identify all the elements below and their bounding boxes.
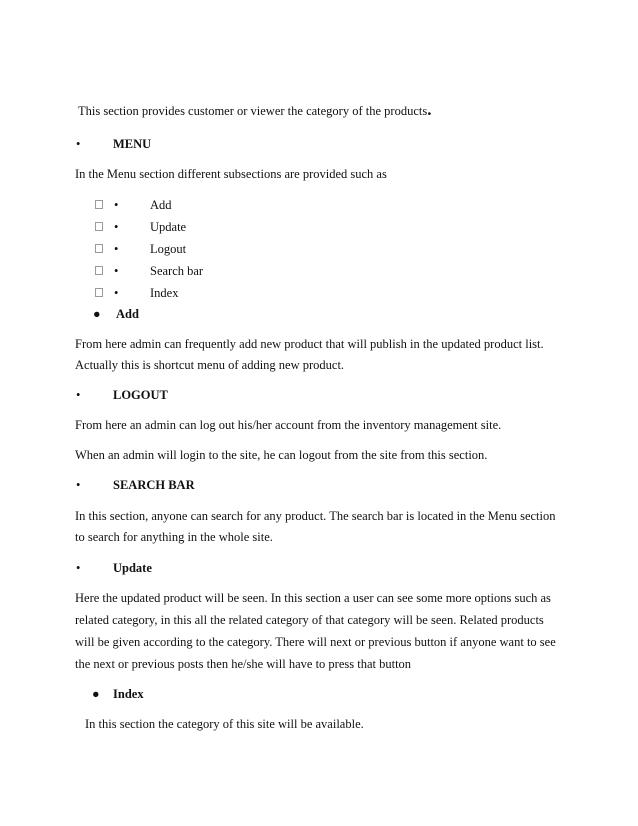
bullet-logout: • bbox=[76, 388, 81, 402]
add-line-2: Actually this is shortcut menu of adding new product. bbox=[75, 358, 345, 372]
missing-glyph-icon bbox=[95, 288, 103, 297]
update-line-1: Here the updated product will be seen. In this section a user can see some more options such as bbox=[75, 591, 551, 605]
update-line-4: the next or previous posts then he/she will have to press that button bbox=[75, 657, 412, 671]
missing-glyph-icon bbox=[95, 200, 103, 209]
bullet-add: ● bbox=[93, 307, 101, 321]
intro-text: This section provides customer or viewer the category of the products. bbox=[78, 100, 432, 119]
missing-glyph-icon bbox=[95, 222, 103, 231]
missing-glyph-icon bbox=[95, 266, 103, 275]
bullet-search-bar: • bbox=[76, 478, 81, 492]
search-line-1: In this section, anyone can search for any product. The search bar is located in the Menu section bbox=[75, 509, 556, 523]
menu-item-add: Add bbox=[150, 198, 172, 212]
update-line-2: related category, in this all the related category of that category will be seen. Related products bbox=[75, 613, 544, 627]
search-line-2: to search for anything in the whole site. bbox=[75, 530, 273, 544]
heading-index: Index bbox=[113, 687, 144, 701]
menu-item-logout: Logout bbox=[150, 242, 187, 256]
heading-add: Add bbox=[116, 307, 139, 321]
bullet-index: ● bbox=[92, 687, 100, 701]
heading-search-bar: SEARCH BAR bbox=[113, 478, 195, 492]
logout-line-2: When an admin will login to the site, he can logout from the site from this section. bbox=[75, 448, 488, 462]
menu-intro: In the Menu section different subsections are provided such as bbox=[75, 167, 387, 181]
bullet-update: • bbox=[76, 561, 81, 575]
menu-item-index: Index bbox=[150, 286, 179, 300]
menu-item-update: Update bbox=[150, 220, 187, 234]
missing-glyph-icon bbox=[95, 244, 103, 253]
bullet-menu: • bbox=[76, 137, 81, 151]
menu-item-search-bar: Search bar bbox=[150, 264, 204, 278]
update-line-3: will be given according to the category. There will next or previous button if anyone want to see bbox=[75, 635, 556, 649]
logout-line-1: From here an admin can log out his/her account from the inventory management site. bbox=[75, 418, 502, 432]
heading-update: Update bbox=[113, 561, 152, 575]
heading-logout: LOGOUT bbox=[113, 388, 168, 402]
add-line-1: From here admin can frequently add new product that will publish in the updated product list. bbox=[75, 337, 544, 351]
heading-menu: MENU bbox=[113, 137, 152, 151]
index-line: In this section the category of this site will be available. bbox=[85, 717, 364, 731]
